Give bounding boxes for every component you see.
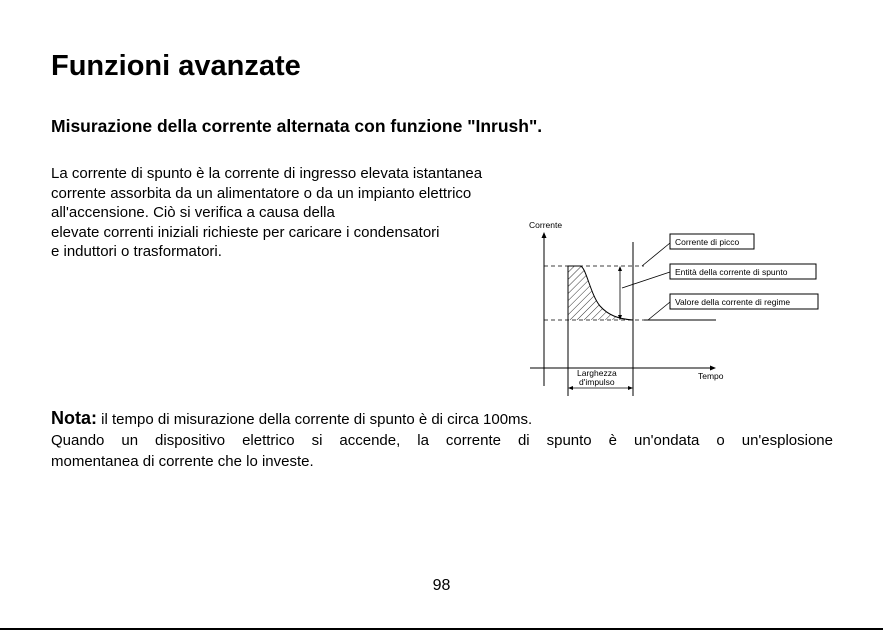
pulse-width-label-line1: Larghezza xyxy=(577,368,617,378)
callout-leader-inrush xyxy=(622,272,670,288)
note-line2: Quando un dispositivo elettrico si accende, la corrente di spunto è un'ondata o un'esplosione xyxy=(51,432,833,449)
section-heading: Misurazione della corrente alternata con funzione "Inrush". xyxy=(51,116,543,136)
page-number: 98 xyxy=(432,577,451,594)
note-line1: il tempo di misurazione della corrente di spunto è di circa 100ms. xyxy=(97,411,533,428)
note-line3: momentanea di corrente che lo investe. xyxy=(51,453,314,470)
y-axis-arrow xyxy=(542,232,547,238)
y-axis-label: Corrente xyxy=(529,220,563,230)
callout-steady-label: Valore della corrente di regime xyxy=(675,297,791,307)
note-label: Nota: xyxy=(51,408,97,428)
intro-line: corrente assorbita da un alimentatore o da un impianto elettrico xyxy=(51,184,472,202)
bottom-rule xyxy=(0,628,883,630)
inrush-area xyxy=(568,266,633,320)
callout-peak-label: Corrente di picco xyxy=(675,237,740,247)
intro-line: La corrente di spunto è la corrente di ingresso elevata istantanea xyxy=(51,165,483,182)
intro-line: all'accensione. Ciò si verifica a causa della xyxy=(51,204,335,221)
callout-inrush-label: Entità della corrente di spunto xyxy=(675,267,788,277)
page-title: Funzioni avanzate xyxy=(51,50,301,82)
inrush-current-diagram xyxy=(520,214,825,404)
arrow-head-up xyxy=(618,266,622,271)
intro-line: e induttori o trasformatori. xyxy=(51,243,222,260)
x-axis-arrow xyxy=(710,366,716,371)
x-axis-label: Tempo xyxy=(698,371,724,381)
intro-line: elevate correnti iniziali richieste per caricare i condensatori xyxy=(51,223,440,241)
pulse-width-label-line2: d'impulso xyxy=(579,377,615,387)
callout-leader-peak xyxy=(642,243,670,266)
note-paragraph xyxy=(51,408,833,472)
arrow-head-left xyxy=(568,386,573,390)
arrow-head-right xyxy=(628,386,633,390)
callout-leader-steady xyxy=(648,302,670,320)
intro-paragraph xyxy=(51,164,571,262)
